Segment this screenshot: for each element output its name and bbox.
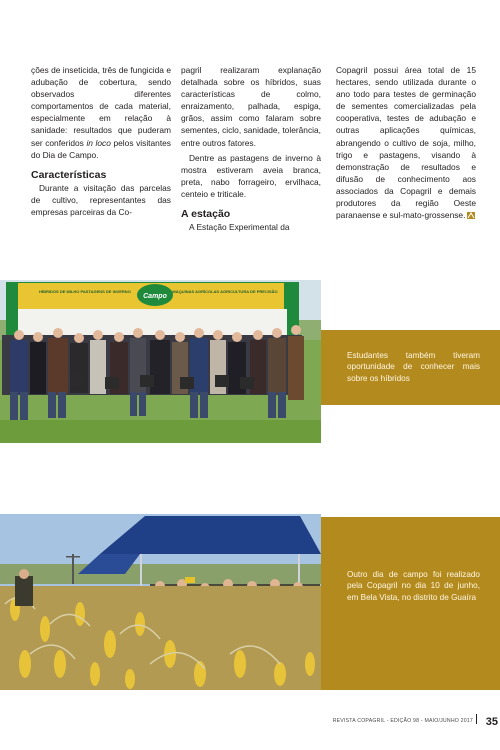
students-group-photo (0, 280, 321, 443)
page-footer: REVISTA COPAGRIL - EDIÇÃO 98 - MAIO/JUNHO 2017 (333, 714, 480, 724)
characteristics-heading: Características (31, 168, 107, 181)
col2-paragraph-2: Dentre as pastagens de inverno à mostra estiveram aveia branca, preta, nabo forrageiro, ervilhaca, centeio e triticale. (181, 152, 321, 199)
caption-students: Estudantes também tiveram oportunidade de conhecer mais sobre os híbridos (321, 330, 500, 405)
page-number: 35 (485, 716, 498, 728)
caption-field-day: Outro dia de campo foi realizado pela Copagril no dia 10 de junho, em Bela Vista, no distrito de Guaíra (321, 517, 500, 690)
col1-paragraph-1: ções de inseticida, três de fungicida e adubação de cobertura, sendo observados diferentes comportamentos de cada material, especialmente em relação à sanidade: resultados que puderam ser conferidos in loco pelos visitantes do Dia de Campo. (31, 65, 171, 160)
article-column-2 (181, 64, 321, 233)
station-heading: A estação (181, 208, 231, 221)
corn-field-tent-photo (0, 514, 321, 690)
banner-logo: Campo (143, 293, 167, 300)
article-column-1 (31, 64, 171, 218)
end-of-article-icon (467, 212, 475, 219)
edition-label: EDIÇÃO 98 (390, 718, 420, 724)
publication-name: REVISTA COPAGRIL (332, 718, 386, 724)
col1-paragraph-2: Durante a visitação das parcelas de cultivo, representantes das empresas parceiras da Co- (31, 182, 171, 217)
footer-separator (476, 714, 477, 724)
in-loco-emphasis: in loco (86, 137, 111, 148)
col2-paragraph-1: pagril realizaram explanação detalhada sobre os híbridos, suas características de colmo, enraizamento, palhada, espiga, grãos, assim como falaram sobre sementes, ciclo, sanidade, tolerância, entre outros fatores. (181, 65, 321, 148)
issue-date: MAIO/JUNHO 2017 (424, 718, 473, 724)
col2-paragraph-3: A Estação Experimental da (189, 222, 290, 233)
col3-paragraph-1: Copagril possui área total de 15 hectares, sendo utilizada durante o ano todo para testes de germinação de sementes comercializadas pela cooperativa, testes de adubação e outras aplicações químicas, abrangendo o cultivo de soja, milho, trigo e pastagens, visando à demonstração de resultados e difusão de conhecimento aos associados da Copagril e demais produtores da região Oeste paranaense e sul-mato-grossense. (336, 65, 476, 221)
article-column-3 (336, 64, 476, 221)
banner-right-text: MÁQUINAS AGRÍCOLAS AGRICULTURA DE PRECISÃO (172, 289, 278, 294)
banner-left-text: HÍBRIDOS DE MILHO PASTAGENS DE INVERNO (39, 289, 131, 294)
